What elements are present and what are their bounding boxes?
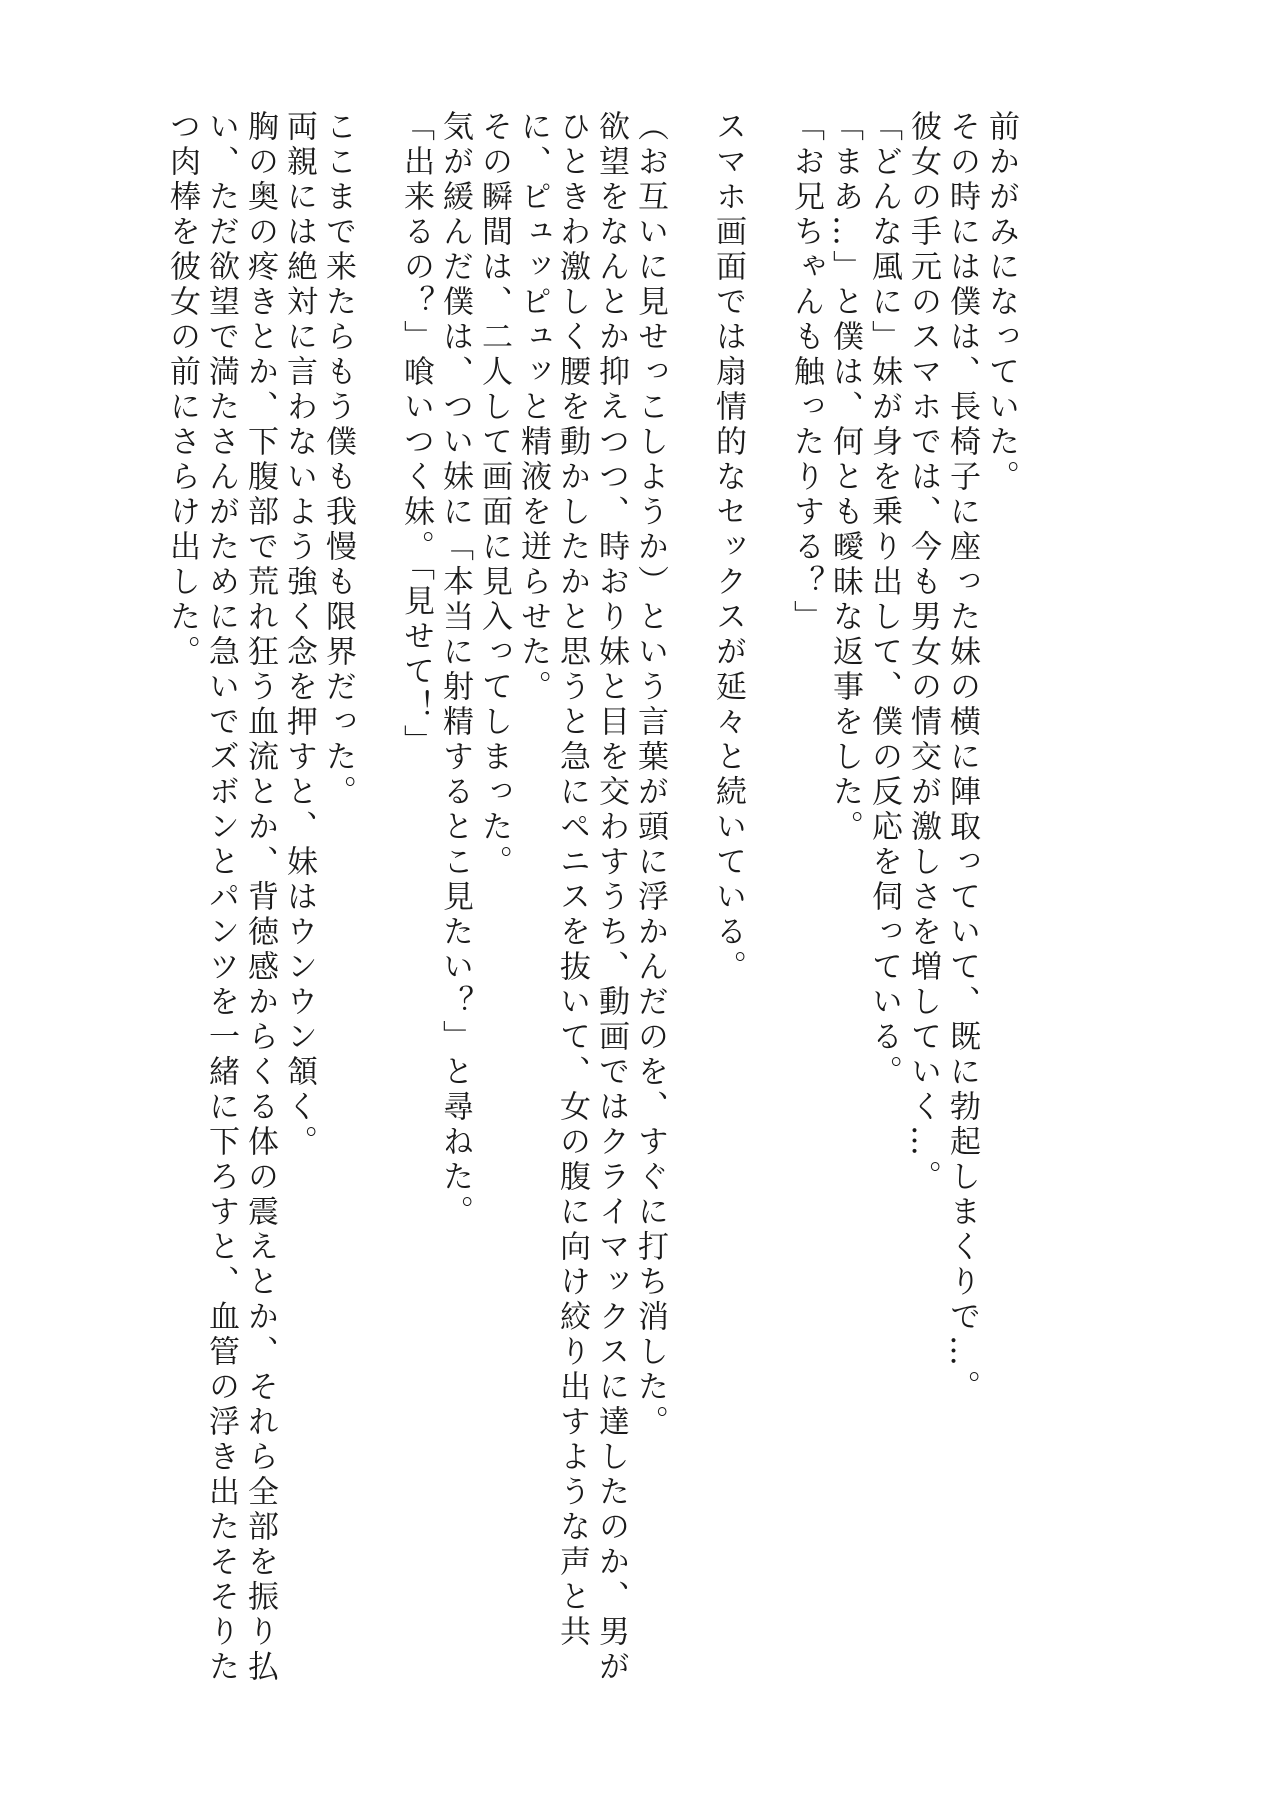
paragraph: スマホ画面では扇情的なセックスが延々と続いている。 xyxy=(710,110,746,985)
paragraph: 欲望をなんとか抑えつつ、時おり妹と目を交わすうち、動画ではクライマックスに達したのか、男がひときわ激しく腰を動かしたかと思うと急にペニスを抜いて、女の腹に向け絞り出すような声と共に、ピュッピュッと精液を迸らせた。 xyxy=(515,110,629,1685)
paragraph: 前かがみになっていた。 xyxy=(983,110,1019,495)
paragraph: （お互いに見せっこしようか）という言葉が頭に浮かんだのを、すぐに打ち消した。 xyxy=(632,110,668,1440)
paragraph-spacer xyxy=(669,110,708,1710)
paragraph: その瞬間は、二人して画面に見入ってしまった。 xyxy=(476,110,512,880)
paragraph: 胸の奥の疼きとか、下腹部で荒れ狂う血流とか、背徳感からくる体の震えとか、それら全部を振り払い、ただ欲望で満たさんがために急いでズボンとパンツを一緒に下ろすと、血管の浮き出たそそりたつ肉棒を彼女の前にさらけ出した。 xyxy=(164,110,278,1685)
vertical-text-body xyxy=(162,110,1020,1710)
paragraph: 気が緩んだ僕は、つい妹に「本当に射精するとこ見たい？」と尋ねた。 xyxy=(437,110,473,1230)
paragraph: 「どんな風に」妹が身を乗り出して、僕の反応を伺っている。 xyxy=(866,110,902,1090)
paragraph-spacer xyxy=(747,110,786,1710)
paragraph: 「出来るの？」喰いつく妹。「見せて！」 xyxy=(398,110,434,760)
paragraph: その時には僕は、長椅子に座った妹の横に陣取っていて、既に勃起しまくりで…。 xyxy=(944,110,980,1405)
paragraph: 両親には絶対に言わないよう強く念を押すと、妹はウンウン頷く。 xyxy=(281,110,317,1160)
paragraph: 「お兄ちゃんも触ったりする？」 xyxy=(788,110,824,635)
paragraph: 彼女の手元のスマホでは、今も男女の情交が激しさを増していく…。 xyxy=(905,110,941,1195)
paragraph: 「まあ…」と僕は、何とも曖昧な返事をした。 xyxy=(827,110,863,845)
paragraph-spacer xyxy=(357,110,396,1710)
paragraph: ここまで来たらもう僕も我慢も限界だった。 xyxy=(320,110,356,810)
